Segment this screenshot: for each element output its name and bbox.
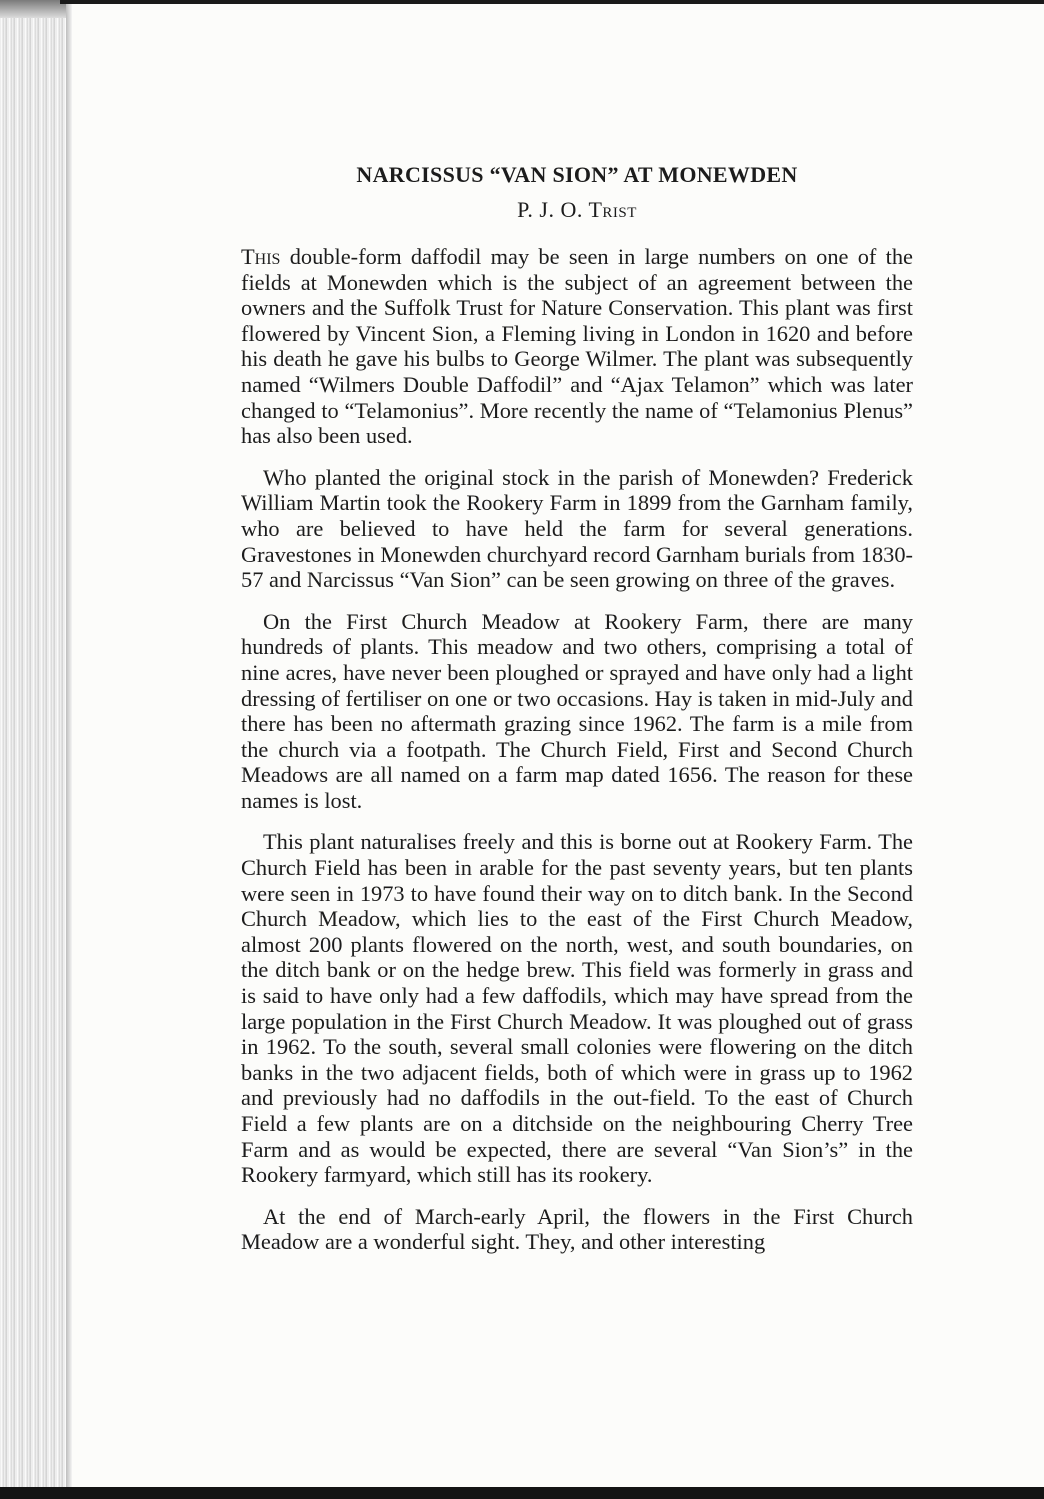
article-author: P. J. O. Trist — [517, 197, 637, 222]
paragraph-text: double-form daffodil may be seen in large numbers on one of the fields at Monewden which is the subject of an agreement between the owners and the Suffolk Trust for Nature Conservation. This plant was first flowered by Vincent Sion, a Fleming living in London in 1620 and before his death he gave his bulbs to George Wilmer. The plant was subsequently named “Wilmers Double Daffodil” and “Ajax Telamon” which was later changed to “Telamonius”. More recently the name of “Telamonius Plenus” has also been used. — [241, 244, 913, 449]
book-gutter-shadow — [66, 0, 72, 1499]
article-body — [241, 244, 913, 1255]
paragraph-1 — [241, 244, 913, 449]
bottom-border-line — [0, 1487, 1044, 1499]
book-page-edge — [0, 0, 70, 1499]
article — [241, 158, 913, 1271]
top-border-line — [60, 0, 1044, 4]
article-title: NARCISSUS “VAN SION” AT MONEWDEN — [356, 162, 798, 187]
paragraph-3: On the First Church Meadow at Rookery Farm, there are many hundreds of plants. This meadow and two others, comprising a total of nine acres, have never been ploughed or sprayed and have only had a light dressing of fertiliser on one or two occasions. Hay is taken in mid-July and there has been no aftermath grazing since 1962. The farm is a mile from the church via a footpath. The Church Field, First and Second Church Meadows are all named on a farm map dated 1656. The reason for these names is lost. — [241, 608, 913, 813]
paragraph-lead-word: This — [241, 244, 281, 269]
paragraph-4: This plant naturalises freely and this is borne out at Rookery Farm. The Church Field has been in arable for the past seventy years, but ten plants were seen in 1973 to have found their way on to ditch bank. In the Second Church Meadow, which lies to the east of the First Church Meadow, almost 200 plants flowered on the north, west, and south boundaries, on the ditch bank or on the hedge brew. This field was formerly in grass and is said to have only had a few daffodils, which may have spread from the large population in the First Church Meadow. It was ploughed out of grass in 1962. To the south, several small colonies were flowering on the ditch banks in the two adjacent fields, both of which were in grass up to 1962 and previously had no daffodils in the out-field. To the east of Church Field a few plants are on a ditchside on the neighbouring Cherry Tree Farm and as would be expected, there are several “Van Sion’s” in the Rookery farmyard, which still has its rookery. — [241, 829, 913, 1188]
paragraph-5: At the end of March-early April, the flowers in the First Church Meadow are a wonderful sight. They, and other interesting — [241, 1203, 913, 1255]
paragraph-2: Who planted the original stock in the parish of Monewden? Frederick William Martin took the Rookery Farm in 1899 from the Garnham family, who are believed to have held the farm for several generations. Gravestones in Monewden churchyard record Garnham burials from 1830-57 and Narcissus “Van Sion” can be seen growing on three of the graves. — [241, 464, 913, 593]
